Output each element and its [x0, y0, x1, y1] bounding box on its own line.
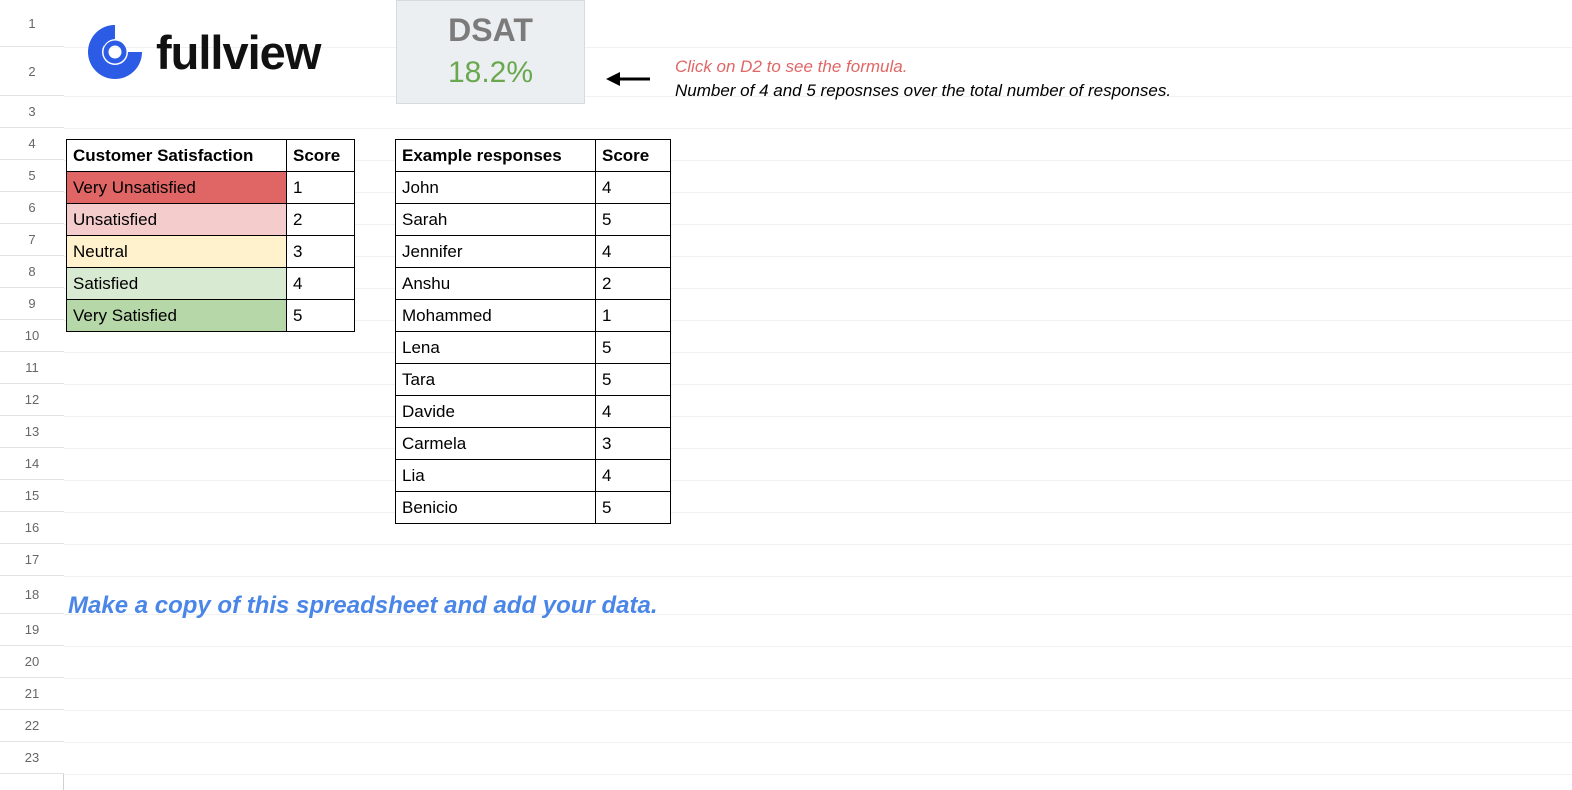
- response-name-cell[interactable]: Tara: [396, 364, 596, 396]
- response-name-cell[interactable]: Anshu: [396, 268, 596, 300]
- row-header-gutter: [0, 0, 64, 790]
- row-header-3[interactable]: 3: [0, 96, 64, 128]
- grid-line: [64, 480, 1572, 481]
- note-formula-description: Number of 4 and 5 reposnses over the total number of responses.: [675, 81, 1172, 100]
- response-score-cell[interactable]: 4: [596, 460, 671, 492]
- row-header-14[interactable]: 14: [0, 448, 64, 480]
- table-row: [396, 172, 671, 204]
- row-header-6[interactable]: 6: [0, 192, 64, 224]
- response-name-cell[interactable]: Lena: [396, 332, 596, 364]
- example-responses-table: [395, 139, 671, 524]
- dsat-value: 18.2%: [447, 55, 534, 89]
- table-row: [396, 460, 671, 492]
- grid-line: [64, 710, 1572, 711]
- table-row: [396, 300, 671, 332]
- row-header-22[interactable]: 22: [0, 710, 64, 742]
- response-score-cell[interactable]: 1: [596, 300, 671, 332]
- row-header-12[interactable]: 12: [0, 384, 64, 416]
- response-name-cell[interactable]: Carmela: [396, 428, 596, 460]
- satisfaction-label-cell[interactable]: Very Satisfied: [67, 300, 287, 332]
- grid-line: [64, 774, 1572, 775]
- dsat-title: DSAT: [448, 12, 533, 49]
- grid-line: [64, 742, 1572, 743]
- left-arrow-icon: [606, 68, 650, 90]
- satisfaction-score-cell[interactable]: 2: [287, 204, 355, 236]
- table-row: [396, 332, 671, 364]
- grid-line: [64, 544, 1572, 545]
- satisfaction-score-cell[interactable]: 3: [287, 236, 355, 268]
- response-score-cell[interactable]: 2: [596, 268, 671, 300]
- response-name-cell[interactable]: Davide: [396, 396, 596, 428]
- table-row: [396, 428, 671, 460]
- grid-line: [64, 128, 1572, 129]
- table-row: [67, 236, 355, 268]
- row-header-7[interactable]: 7: [0, 224, 64, 256]
- grid-line: [64, 512, 1572, 513]
- column-header-satisfaction: Customer Satisfaction: [67, 140, 287, 172]
- response-name-cell[interactable]: Lia: [396, 460, 596, 492]
- satisfaction-label-cell[interactable]: Satisfied: [67, 268, 287, 300]
- grid-line: [64, 352, 1572, 353]
- row-header-4[interactable]: 4: [0, 128, 64, 160]
- fullview-swirl-logo-icon: [84, 21, 146, 83]
- row-header-16[interactable]: 16: [0, 512, 64, 544]
- row-header-20[interactable]: 20: [0, 646, 64, 678]
- brand-logo: [84, 21, 320, 83]
- satisfaction-score-cell[interactable]: 4: [287, 268, 355, 300]
- response-name-cell[interactable]: Jennifer: [396, 236, 596, 268]
- column-header-score: Score: [287, 140, 355, 172]
- row-header-5[interactable]: 5: [0, 160, 64, 192]
- table-row: [67, 172, 355, 204]
- row-header-9[interactable]: 9: [0, 288, 64, 320]
- table-row: [396, 268, 671, 300]
- table-header-row: [67, 140, 355, 172]
- table-row: [396, 396, 671, 428]
- response-score-cell[interactable]: 3: [596, 428, 671, 460]
- table-row: [396, 492, 671, 524]
- table-row: [67, 300, 355, 332]
- response-score-cell[interactable]: 5: [596, 332, 671, 364]
- column-header-score: Score: [596, 140, 671, 172]
- row-header-19[interactable]: 19: [0, 614, 64, 646]
- response-score-cell[interactable]: 4: [596, 396, 671, 428]
- response-score-cell[interactable]: 4: [596, 172, 671, 204]
- response-name-cell[interactable]: Benicio: [396, 492, 596, 524]
- response-score-cell[interactable]: 5: [596, 364, 671, 396]
- row-header-1[interactable]: 1: [0, 0, 64, 47]
- row-header-2[interactable]: 2: [0, 47, 64, 96]
- table-row: [396, 236, 671, 268]
- row-header-23[interactable]: 23: [0, 742, 64, 774]
- response-score-cell[interactable]: 5: [596, 492, 671, 524]
- response-name-cell[interactable]: Mohammed: [396, 300, 596, 332]
- row-header-15[interactable]: 15: [0, 480, 64, 512]
- response-score-cell[interactable]: 4: [596, 236, 671, 268]
- row-header-18[interactable]: 18: [0, 576, 64, 614]
- brand-logo-text: fullview: [156, 25, 321, 79]
- grid-line: [64, 416, 1572, 417]
- response-name-cell[interactable]: John: [396, 172, 596, 204]
- table-row: [67, 204, 355, 236]
- row-header-10[interactable]: 10: [0, 320, 64, 352]
- satisfaction-score-cell[interactable]: 1: [287, 172, 355, 204]
- satisfaction-label-cell[interactable]: Neutral: [67, 236, 287, 268]
- row-header-21[interactable]: 21: [0, 678, 64, 710]
- grid-line: [64, 384, 1572, 385]
- note-make-a-copy: Make a copy of this spreadsheet and add your data.: [68, 592, 658, 619]
- response-name-cell[interactable]: Sarah: [396, 204, 596, 236]
- response-score-cell[interactable]: 5: [596, 204, 671, 236]
- table-row: [396, 364, 671, 396]
- note-click-d2: Click on D2 to see the formula.: [675, 57, 908, 76]
- grid-line: [64, 448, 1572, 449]
- row-header-17[interactable]: 17: [0, 544, 64, 576]
- row-header-11[interactable]: 11: [0, 352, 64, 384]
- row-header-8[interactable]: 8: [0, 256, 64, 288]
- column-header-responses: Example responses: [396, 140, 596, 172]
- customer-satisfaction-table: [66, 139, 355, 332]
- table-header-row: [396, 140, 671, 172]
- satisfaction-label-cell[interactable]: Very Unsatisfied: [67, 172, 287, 204]
- dsat-metric-card[interactable]: [396, 0, 585, 104]
- grid-line: [64, 678, 1572, 679]
- table-row: [396, 204, 671, 236]
- satisfaction-score-cell[interactable]: 5: [287, 300, 355, 332]
- table-row: [67, 268, 355, 300]
- grid-line: [64, 576, 1572, 577]
- row-header-13[interactable]: 13: [0, 416, 64, 448]
- satisfaction-label-cell[interactable]: Unsatisfied: [67, 204, 287, 236]
- grid-line: [64, 646, 1572, 647]
